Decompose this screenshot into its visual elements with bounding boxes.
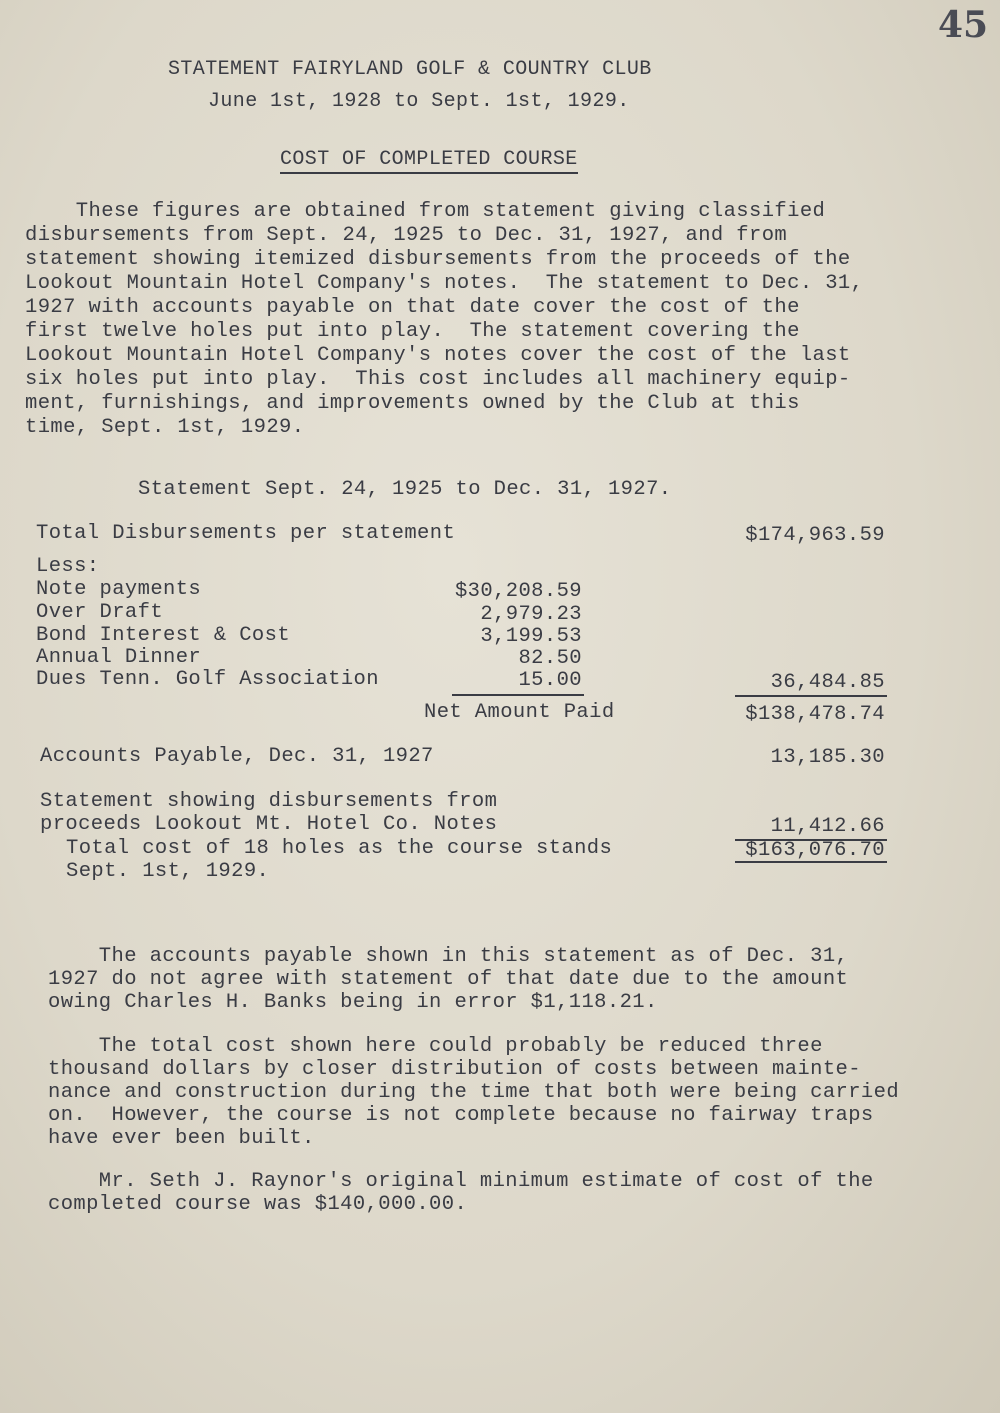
paragraph-line: nance and construction during the time that both were being carried [48, 1081, 900, 1104]
deduction-label: Dues Tenn. Golf Association [36, 668, 379, 691]
net-amount-value: $138,478.74 [745, 703, 885, 726]
deduction-label: Bond Interest & Cost [36, 624, 291, 647]
intro-line: time, Sept. 1st, 1929. [25, 416, 305, 439]
statement-heading: Statement Sept. 24, 1925 to Dec. 31, 1927. [138, 478, 672, 501]
less-label: Less: [36, 555, 100, 578]
statement-period: June 1st, 1928 to Sept. 1st, 1929. [208, 90, 630, 113]
notes-statement-label: Statement showing disbursements from [40, 790, 498, 813]
paragraph-line: 1927 do not agree with statement of that date due to the amount [48, 968, 849, 991]
page-number: 45 [938, 4, 989, 46]
deduction-label: Over Draft [36, 601, 164, 624]
section-subtitle-text: COST OF COMPLETED COURSE [280, 148, 578, 174]
paragraph-line: have ever been built. [48, 1127, 315, 1150]
paragraph-line: thousand dollars by closer distribution of costs between mainte- [48, 1058, 861, 1081]
notes-statement-amount: 11,412.66 [770, 815, 885, 838]
deduction-label: Annual Dinner [36, 646, 202, 669]
notes-statement-label: proceeds Lookout Mt. Hotel Co. Notes [40, 813, 498, 836]
intro-line: ment, furnishings, and improvements owned by the Club at this [25, 392, 800, 415]
intro-line: Lookout Mountain Hotel Company's notes. The statement to Dec. 31, [25, 272, 864, 295]
total-cost-underline [735, 861, 887, 863]
deduction-label: Note payments [36, 578, 202, 601]
accounts-payable-label: Accounts Payable, Dec. 31, 1927 [40, 745, 434, 768]
deduction-amount: $30,208.59 [454, 580, 582, 603]
total-disbursements-amount: $174,963.59 [745, 524, 885, 547]
total-cost-label: Total cost of 18 holes as the course stands [66, 837, 613, 860]
paragraph-line: completed course was $140,000.00. [48, 1193, 468, 1216]
section-subtitle [280, 148, 578, 171]
deductions-total-underline [735, 695, 887, 697]
total-cost-date: Sept. 1st, 1929. [66, 860, 270, 883]
deduction-amount: 82.50 [518, 647, 582, 670]
paragraph-line: The total cost shown here could probably be reduced three [48, 1035, 823, 1058]
accounts-payable-amount: 13,185.30 [770, 746, 885, 769]
intro-line: These figures are obtained from statement giving classified [25, 200, 826, 223]
intro-line: six holes put into play. This cost includes all machinery equip- [25, 368, 851, 391]
intro-line: 1927 with accounts payable on that date cover the cost of the [25, 296, 800, 319]
deduction-amount: 3,199.53 [480, 625, 582, 648]
intro-line: statement showing itemized disbursements from the proceeds of the [25, 248, 851, 271]
intro-line: first twelve holes put into play. The statement covering the [25, 320, 800, 343]
deductions-total: 36,484.85 [770, 671, 885, 694]
deduction-amount: 15.00 [518, 669, 582, 692]
total-disbursements-label: Total Disbursements per statement [36, 522, 456, 545]
net-amount-label: Net Amount Paid [424, 701, 615, 724]
deductions-underline [452, 694, 584, 696]
intro-line: Lookout Mountain Hotel Company's notes cover the cost of the last [25, 344, 851, 367]
statement-title: STATEMENT FAIRYLAND GOLF & COUNTRY CLUB [168, 58, 652, 81]
paragraph-line: Mr. Seth J. Raynor's original minimum estimate of cost of the [48, 1170, 874, 1193]
intro-line: disbursements from Sept. 24, 1925 to Dec. 31, 1927, and from [25, 224, 788, 247]
total-cost-amount: $163,076.70 [745, 839, 885, 862]
deduction-amount: 2,979.23 [480, 603, 582, 626]
paragraph-line: owing Charles H. Banks being in error $1,118.21. [48, 991, 658, 1014]
paragraph-line: on. However, the course is not complete because no fairway traps [48, 1104, 874, 1127]
paragraph-line: The accounts payable shown in this statement as of Dec. 31, [48, 945, 849, 968]
